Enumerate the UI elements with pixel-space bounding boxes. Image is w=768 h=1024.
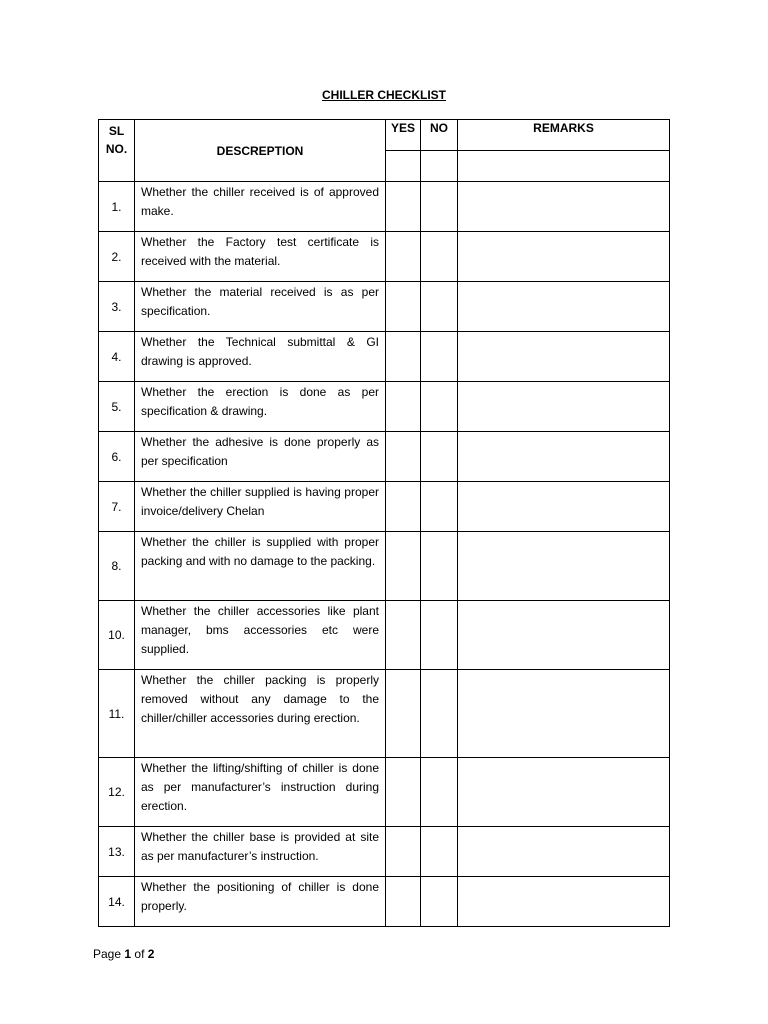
row-remarks-cell[interactable] — [458, 432, 670, 482]
row-yes-cell[interactable] — [386, 232, 421, 282]
row-no-cell[interactable] — [421, 758, 458, 827]
table-row — [99, 877, 670, 927]
table-row — [99, 432, 670, 482]
document-title: CHILLER CHECKLIST — [322, 88, 446, 102]
header-row — [99, 120, 670, 151]
row-no-cell[interactable] — [421, 532, 458, 601]
row-description: Whether the chiller accessories like plant manager, bms accessories etc were supplied. — [135, 601, 386, 670]
row-remarks-cell[interactable] — [458, 877, 670, 927]
row-no-cell[interactable] — [421, 432, 458, 482]
row-sl-number: 11. — [99, 670, 135, 758]
row-remarks-cell[interactable] — [458, 532, 670, 601]
footer-of-word: of — [134, 947, 145, 961]
row-sl-number: 14. — [99, 877, 135, 927]
row-no-cell[interactable] — [421, 670, 458, 758]
row-no-cell[interactable] — [421, 827, 458, 877]
row-description: Whether the lifting/shifting of chiller is done as per manufacturer’s instruction during erection. — [135, 758, 386, 827]
header-no: NO — [421, 120, 458, 151]
row-remarks-cell[interactable] — [458, 282, 670, 332]
table-row — [99, 182, 670, 232]
table-row — [99, 382, 670, 432]
row-remarks-cell[interactable] — [458, 758, 670, 827]
header-yes-blank — [386, 151, 421, 182]
row-remarks-cell[interactable] — [458, 670, 670, 758]
row-yes-cell[interactable] — [386, 282, 421, 332]
row-sl-number: 8. — [99, 532, 135, 601]
row-no-cell[interactable] — [421, 482, 458, 532]
row-yes-cell[interactable] — [386, 670, 421, 758]
header-remarks-blank — [458, 151, 670, 182]
table-row — [99, 758, 670, 827]
row-description: Whether the chiller supplied is having proper invoice/delivery Chelan — [135, 482, 386, 532]
row-yes-cell[interactable] — [386, 877, 421, 927]
footer-current-page: 1 — [124, 947, 132, 961]
row-remarks-cell[interactable] — [458, 232, 670, 282]
row-remarks-cell[interactable] — [458, 601, 670, 670]
row-yes-cell[interactable] — [386, 332, 421, 382]
header-remarks: REMARKS — [458, 120, 670, 151]
row-sl-number: 10. — [99, 601, 135, 670]
row-description: Whether the positioning of chiller is done properly. — [135, 877, 386, 927]
row-sl-number: 5. — [99, 382, 135, 432]
header-sl-line2: NO. — [105, 142, 128, 156]
row-description: Whether the erection is done as per specification & drawing. — [135, 382, 386, 432]
page-footer — [93, 947, 154, 961]
table-row — [99, 232, 670, 282]
header-no-blank — [421, 151, 458, 182]
row-description: Whether the Technical submittal & GI drawing is approved. — [135, 332, 386, 382]
row-sl-number: 7. — [99, 482, 135, 532]
row-yes-cell[interactable] — [386, 827, 421, 877]
row-description: Whether the adhesive is done properly as per specification — [135, 432, 386, 482]
row-no-cell[interactable] — [421, 601, 458, 670]
row-yes-cell[interactable] — [386, 432, 421, 482]
row-no-cell[interactable] — [421, 877, 458, 927]
row-no-cell[interactable] — [421, 232, 458, 282]
row-description: Whether the material received is as per specification. — [135, 282, 386, 332]
row-description: Whether the chiller packing is properly removed without any damage to the chiller/chiller accessories during erection. — [135, 670, 386, 758]
row-remarks-cell[interactable] — [458, 827, 670, 877]
row-yes-cell[interactable] — [386, 482, 421, 532]
table-row — [99, 670, 670, 758]
table-row — [99, 282, 670, 332]
table-row — [99, 482, 670, 532]
row-sl-number: 2. — [99, 232, 135, 282]
checklist-table — [98, 119, 670, 927]
row-no-cell[interactable] — [421, 382, 458, 432]
row-sl-number: 3. — [99, 282, 135, 332]
header-sl-line1: SL — [108, 124, 125, 138]
row-sl-number: 13. — [99, 827, 135, 877]
row-no-cell[interactable] — [421, 332, 458, 382]
table-row — [99, 532, 670, 601]
row-description: Whether the chiller is supplied with proper packing and with no damage to the packing. — [135, 532, 386, 601]
row-description: Whether the Factory test certificate is received with the material. — [135, 232, 386, 282]
table-row — [99, 332, 670, 382]
row-sl-number: 12. — [99, 758, 135, 827]
footer-page-word: Page — [93, 947, 122, 961]
row-yes-cell[interactable] — [386, 182, 421, 232]
row-description: Whether the chiller base is provided at site as per manufacturer’s instruction. — [135, 827, 386, 877]
row-remarks-cell[interactable] — [458, 382, 670, 432]
row-remarks-cell[interactable] — [458, 182, 670, 232]
header-sl-no — [99, 120, 135, 182]
row-yes-cell[interactable] — [386, 382, 421, 432]
header-description: DESCREPTION — [135, 120, 386, 182]
row-no-cell[interactable] — [421, 182, 458, 232]
row-yes-cell[interactable] — [386, 532, 421, 601]
row-yes-cell[interactable] — [386, 601, 421, 670]
row-sl-number: 1. — [99, 182, 135, 232]
row-remarks-cell[interactable] — [458, 332, 670, 382]
row-description: Whether the chiller received is of approved make. — [135, 182, 386, 232]
footer-total-pages: 2 — [147, 947, 155, 961]
row-yes-cell[interactable] — [386, 758, 421, 827]
table-row — [99, 827, 670, 877]
row-sl-number: 6. — [99, 432, 135, 482]
header-yes: YES — [386, 120, 421, 151]
table-row — [99, 601, 670, 670]
row-remarks-cell[interactable] — [458, 482, 670, 532]
row-no-cell[interactable] — [421, 282, 458, 332]
row-sl-number: 4. — [99, 332, 135, 382]
